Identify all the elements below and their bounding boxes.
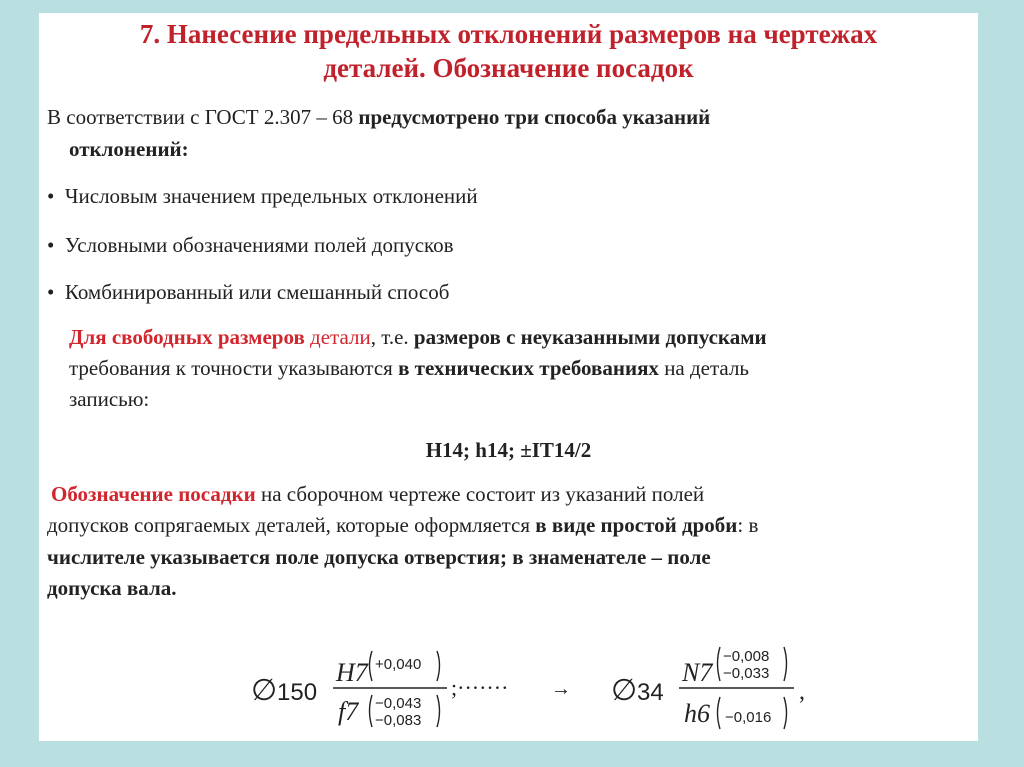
method-item-3 [47,280,449,305]
free-sizes-line-3: записью: [69,387,150,411]
free-sizes-plain: , т.е. [370,325,414,349]
free-sizes-line2-plain2: на деталь [658,356,749,380]
fit-line1-plain: на сборочном чертеже состоит из указаний полей [255,482,705,506]
bracket [370,651,373,681]
bracket [718,647,721,681]
separator: ;······· [451,675,509,700]
free-sizes-red-plain: детали [304,325,371,349]
intro-bold: предусмотрено три способа указаний [358,105,711,129]
nominal-size: 34 [637,679,664,706]
free-sizes-bold: размеров с неуказанными допусками [413,325,767,349]
fit-line-1 [51,482,704,507]
bracket [437,651,440,681]
bracket [437,695,440,727]
method-label: Условными обозначениями полей допусков [64,233,454,257]
intro-plain: В соответствии с ГОСТ 2.307 – 68 [47,105,359,129]
fit-line-3: числителе указывается поле допуска отверстия; в знаменателе – поле [47,545,711,569]
free-sizes-line-1 [69,325,767,350]
title-line-2: деталей. Обозначение посадок [323,53,694,83]
hole-deviation-lower: −0,033 [723,665,770,682]
fit-line2-plain: допусков сопрягаемых деталей, которые оформляется [47,513,536,537]
method-item-1 [47,184,478,209]
nominal-size: 150 [277,679,318,706]
bullet: • [47,233,55,257]
fit-line-2 [47,513,758,538]
shaft-tolerance: f7 [338,697,359,726]
diameter-icon: ∅ [251,674,278,707]
bullet: • [47,280,55,304]
intro-line-2: отклонений: [69,137,189,161]
separator: , [799,679,805,705]
fit-example-2 [611,647,805,729]
free-sizes-red: Для свободных размеров [69,325,305,349]
fit-line2-bold: в виде простой дроби [535,513,738,537]
fit-example-1 [251,651,508,729]
slide [39,13,978,741]
hole-tolerance: N7 [682,658,713,687]
free-sizes-line2-plain1: требования к точности указываются [69,356,399,380]
intro-line-1 [47,105,710,130]
method-label: Числовым значением предельных отклонений [64,184,478,208]
bracket [784,697,787,729]
shaft-tolerance: h6 [684,699,710,728]
arrow-icon: → [551,678,571,700]
shaft-deviation-upper: −0,043 [375,695,422,712]
bullet: • [47,184,55,208]
fit-red: Обозначение посадки [51,482,256,506]
free-sizes-line2-bold: в технических требованиях [398,356,659,380]
shaft-deviation-lower: −0,083 [375,712,422,729]
fit-line2-end: : в [737,513,759,537]
hole-tolerance: H7 [336,658,368,687]
bracket [784,647,787,681]
bracket [718,697,721,729]
slide-title [39,17,978,85]
bracket [370,695,373,727]
method-label: Комбинированный или смешанный способ [64,280,450,304]
title-line-1: 7. Нанесение предельных отклонений размеров на чертежах [139,19,878,49]
fit-line-4: допуска вала. [47,576,177,600]
free-sizes-formula: H14; h14; ±IT14/2 [425,438,592,462]
fit-examples [239,625,899,737]
hole-deviation-upper: −0,008 [723,648,770,665]
diameter-icon: ∅ [611,674,638,707]
hole-deviation: +0,040 [375,656,422,673]
method-item-2 [47,233,454,258]
shaft-deviation: −0,016 [725,709,772,726]
free-sizes-line-2 [69,356,749,381]
